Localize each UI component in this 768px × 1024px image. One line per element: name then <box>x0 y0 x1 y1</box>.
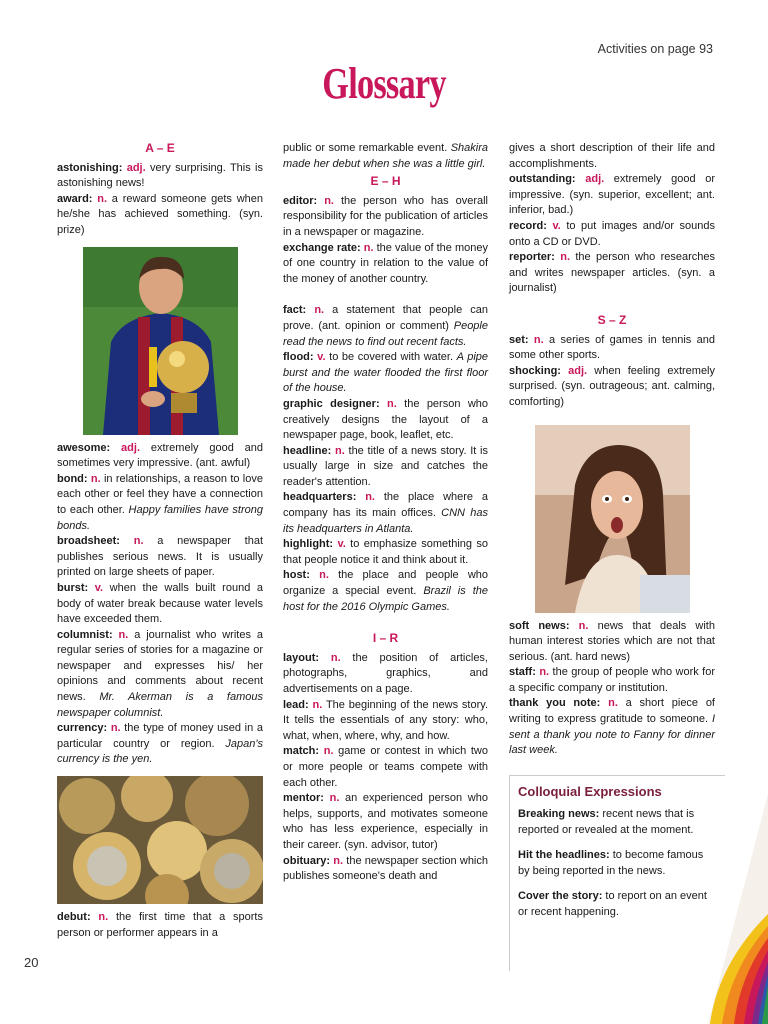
part-of-speech: n. <box>539 666 550 679</box>
term: shocking: <box>509 364 561 377</box>
example: A pipe burst and the water flooded the first floor of the house. <box>283 351 488 395</box>
entry-exchange-rate <box>283 241 488 288</box>
definition: the person who has overall responsibility for the publication of articles in a newspaper or magazine. <box>283 194 489 238</box>
entry-match <box>283 744 488 791</box>
definition: to put images and/or sounds onto a CD or DVD. <box>509 219 715 248</box>
part-of-speech: n. <box>118 628 129 641</box>
definition: the place where a company has its main offices. <box>283 491 488 520</box>
example: Happy families have strong bonds. <box>57 503 263 532</box>
entry-fact <box>283 303 488 350</box>
part-of-speech: n. <box>560 251 570 264</box>
term: headline: <box>283 444 332 457</box>
definition: the type of money used in a particular country or region. <box>57 722 264 750</box>
glossary-column-1 <box>57 141 263 941</box>
term: burst: <box>57 581 89 594</box>
definition: to be covered with water. <box>325 351 457 364</box>
example: People read the news to find out recent facts. <box>283 319 488 348</box>
entry-burst <box>57 581 263 628</box>
part-of-speech: n. <box>314 304 325 317</box>
definition: the first time that a sports person or performer appears in a <box>57 911 263 939</box>
part-of-speech: n. <box>335 444 345 457</box>
entry-obituary-continued <box>509 141 715 172</box>
term: columnist: <box>57 628 113 641</box>
term: Cover the story: <box>518 890 603 903</box>
page-title: Glossary <box>322 59 446 108</box>
term: Breaking news: <box>518 808 600 820</box>
example: Mr. Akerman is a famous newspaper columnist. <box>57 691 263 719</box>
part-of-speech: n. <box>333 854 344 867</box>
definition: extremely good and sometimes very impressive. (ant. awful) <box>57 441 264 470</box>
shocked-woman-photo <box>535 425 690 613</box>
entry-astonishing <box>57 161 263 192</box>
definition: the title of a news story. It is usually large in size and catches the reader's attention. <box>283 444 488 488</box>
entry-debut-continued <box>283 141 488 172</box>
example: Brazil is the host for the 2016 Olympic Games. <box>283 585 488 613</box>
definition: gives a short description of their life and accomplishments. <box>509 142 715 170</box>
part-of-speech: n. <box>578 619 589 632</box>
definition: recent news that is reported or revealed at the moment. <box>518 808 695 836</box>
term: staff: <box>509 666 536 679</box>
part-of-speech: n. <box>312 698 323 711</box>
term: flood: <box>283 351 314 364</box>
part-of-speech: v. <box>317 351 326 364</box>
term: highlight: <box>283 538 334 551</box>
section-heading-e-h: E – H <box>370 174 401 189</box>
term: bond: <box>57 472 88 485</box>
term: exchange rate: <box>283 241 361 254</box>
part-of-speech: n. <box>363 241 374 254</box>
term: record: <box>509 219 547 232</box>
term: graphic designer: <box>283 397 380 410</box>
term: reporter: <box>509 251 555 264</box>
definition: to become famous by being reported in the news. <box>518 849 704 877</box>
part-of-speech: v. <box>337 538 346 551</box>
term: host: <box>283 569 310 582</box>
definition: in relationships, a reason to love each other or feel they have a connection to each other. <box>57 472 263 516</box>
part-of-speech: n. <box>133 535 144 548</box>
part-of-speech: n. <box>330 651 341 664</box>
entry-shocking <box>509 364 715 411</box>
colloquial-breaking-news <box>518 807 717 838</box>
term: currency: <box>57 722 108 735</box>
definition: a statement that people can prove. (ant. opinion or comment) <box>283 304 488 332</box>
term: outstanding: <box>509 173 576 186</box>
term: editor: <box>283 194 318 207</box>
entry-award <box>57 192 263 239</box>
entry-mentor <box>283 791 488 853</box>
term: debut: <box>57 911 91 924</box>
glossary-column-3 <box>509 141 715 759</box>
term: thank you note: <box>509 697 601 710</box>
definition: The beginning of the news story. It tells the essentials of any story: who, what, when, where, why, and how. <box>283 698 488 742</box>
term: soft news: <box>509 619 570 632</box>
definition: to report on an event or recent happening. <box>518 890 707 918</box>
entry-editor <box>283 194 488 241</box>
glossary-column-2 <box>283 141 488 885</box>
definition: a series of games in tennis and some other sports. <box>509 333 715 362</box>
colloquial-cover-the-story <box>518 889 717 920</box>
term: broadsheet: <box>57 535 120 548</box>
entry-columnist <box>57 628 263 722</box>
part-of-speech: n. <box>387 397 397 410</box>
football-player-photo <box>83 247 238 435</box>
page-number: 20 <box>24 955 39 970</box>
definition: the newspaper section which publishes someone's death and <box>283 854 488 883</box>
definition: the place and people who organize a special event. <box>283 569 488 598</box>
entry-host <box>283 568 488 615</box>
definition: a newspaper that publishes serious news. It is usually printed on large sheets of paper. <box>57 535 263 579</box>
entry-currency <box>57 721 263 768</box>
term: obituary: <box>283 854 331 867</box>
definition: news that deals with human interest stories which are not that serious. (ant. hard news) <box>509 619 715 663</box>
term: Hit the headlines: <box>518 849 610 862</box>
entry-layout <box>283 651 488 698</box>
part-of-speech: v. <box>552 219 561 232</box>
definition: when feeling extremely surprised. (syn. outrageous; ant. calming, comforting) <box>509 364 716 408</box>
definition: very surprising. This is astonishing news! <box>57 161 263 190</box>
colloquial-hit-the-headlines <box>518 848 717 879</box>
entry-thank-you-note <box>509 696 715 758</box>
definition: a short piece of writing to express gratitude to someone. <box>509 697 715 726</box>
entry-headline <box>283 444 488 491</box>
term: layout: <box>283 651 320 664</box>
definition: an experienced person who helps, supports, and motivates someone who has less experience, especially in their career. (syn. advisor, tutor) <box>283 792 488 851</box>
part-of-speech: v. <box>94 581 104 594</box>
part-of-speech: adj. <box>568 364 588 377</box>
entry-staff <box>509 665 715 696</box>
term: award: <box>57 192 93 205</box>
entry-reporter <box>509 250 715 297</box>
entry-debut <box>57 910 263 941</box>
definition: the value of the money of one country in relation to the value of the money of another country. <box>283 241 488 285</box>
term: fact: <box>283 304 307 317</box>
part-of-speech: adj. <box>585 173 605 186</box>
colloquial-expressions-box <box>509 775 725 971</box>
part-of-speech: n. <box>90 472 101 485</box>
part-of-speech: n. <box>98 911 109 924</box>
entry-outstanding <box>509 172 715 219</box>
part-of-speech: n. <box>365 491 375 504</box>
term: mentor: <box>283 792 324 805</box>
definition: the position of articles, photographs, graphics, and advertisements on a page. <box>283 651 488 695</box>
part-of-speech: n. <box>329 792 340 805</box>
definition: a journalist who writes a regular series of stories for a magazine or newspaper and expresses his/ her opinions and comments about recent news. <box>57 628 263 704</box>
definition: a reward someone gets when he/she has achieved something. (syn. prize) <box>57 192 263 236</box>
part-of-speech: adj. <box>121 441 140 454</box>
term: set: <box>509 333 529 346</box>
part-of-speech: n. <box>319 569 329 582</box>
entry-headquarters <box>283 490 488 537</box>
part-of-speech: adj. <box>126 161 146 174</box>
part-of-speech: n. <box>97 192 108 205</box>
part-of-speech: n. <box>608 697 618 710</box>
colloquial-title: Colloquial Expressions <box>518 784 662 799</box>
example: Shakira made her debut when she was a little girl. <box>283 142 488 170</box>
definition: to emphasize something so that people notice it and think about it. <box>283 538 488 566</box>
definition: when the walls built round a body of water break because water levels have exceeded them. <box>57 581 263 626</box>
section-heading-i-r: I – R <box>372 631 399 646</box>
entry-flood <box>283 350 488 397</box>
activities-reference: Activities on page 93 <box>597 42 713 56</box>
definition: game or contest in which two or more people or teams compete with each other. <box>283 745 488 789</box>
example: I sent a thank you note to Fanny for dinner last week. <box>509 713 715 757</box>
entry-highlight <box>283 537 488 568</box>
term: match: <box>283 745 320 758</box>
definition: extremely good or impressive. (syn. superior, excellent; ant. inferior, bad.) <box>509 173 715 217</box>
term: lead: <box>283 698 309 711</box>
entry-bond <box>57 472 263 534</box>
term: astonishing: <box>57 161 123 174</box>
definition: the person who creatively designs the layout of a newspaper page, book, leaflet, etc. <box>283 397 489 442</box>
entry-broadsheet <box>57 534 263 581</box>
entry-obituary <box>283 854 488 885</box>
coins-photo <box>57 776 263 904</box>
section-heading-a-e: A – E <box>145 141 175 155</box>
entry-soft-news <box>509 619 715 666</box>
definition: the person who researches and writes newspaper articles. (syn. a journalist) <box>509 251 715 295</box>
entry-lead <box>283 698 488 745</box>
part-of-speech: n. <box>323 745 334 758</box>
entry-record <box>509 219 715 250</box>
definition: public or some remarkable event. <box>283 142 451 154</box>
example: Japan's currency is the yen. <box>57 737 263 766</box>
part-of-speech: n. <box>324 194 334 207</box>
term: awesome: <box>57 441 111 454</box>
example: CNN has its headquarters in Atlanta. <box>283 507 488 535</box>
part-of-speech: n. <box>533 333 544 346</box>
part-of-speech: n. <box>110 722 121 735</box>
term: headquarters: <box>283 491 357 504</box>
entry-awesome <box>57 441 263 472</box>
definition: the group of people who work for a specific company or institution. <box>509 666 715 694</box>
entry-graphic-designer <box>283 397 488 444</box>
entry-set <box>509 333 715 364</box>
section-heading-s-z: S – Z <box>597 312 627 327</box>
